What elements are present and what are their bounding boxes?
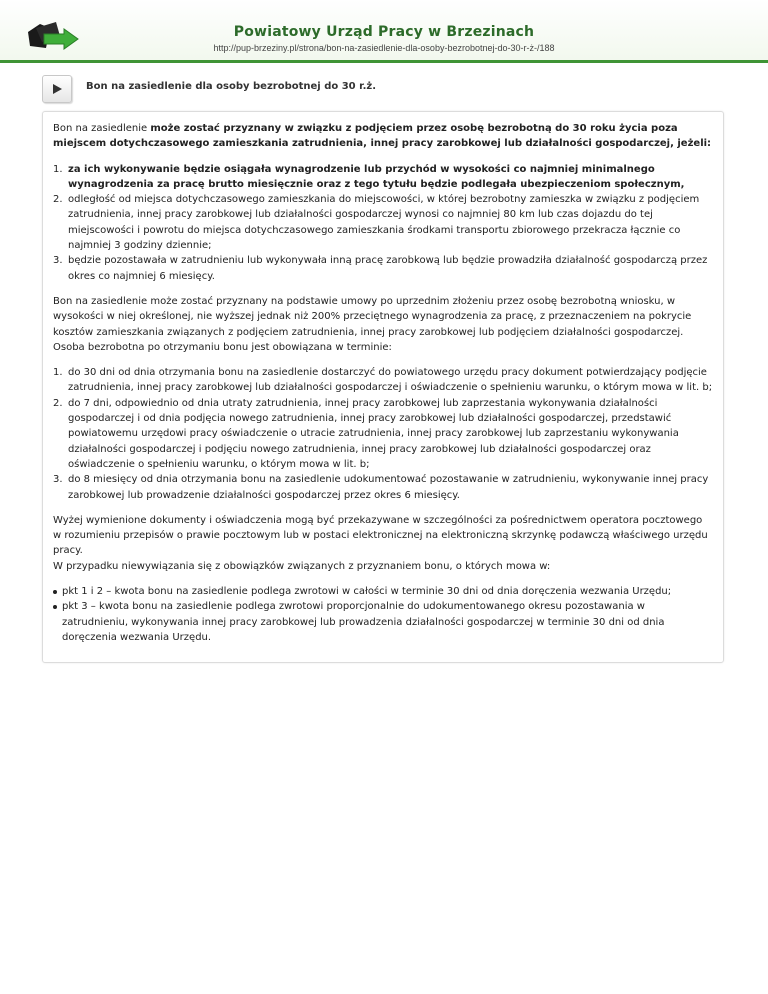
bullet-item [53,584,713,599]
list-item [53,192,713,253]
page-arrow-button[interactable] [42,75,72,103]
amount-paragraph [53,294,713,355]
list-item [53,396,713,472]
list-number: 2. [53,397,63,409]
page-url: http://pup-brzeziny.pl/strona/bon-na-zasiedlenie-dla-osoby-bezrobotnej-do-30-r-ż-/188 [213,43,555,53]
list-number: 1. [53,367,63,379]
bullet-dot-icon [53,605,57,609]
list-item-text: do 8 miesięcy od dnia otrzymania bonu na zasiedlenie udokumentować pozostawanie w zatrudnieniu, wykonywanie innej pracy zarobkowej lub prowadzenie działalności gospodarczej przez okres 6 miesięcy. [68,474,709,501]
article-content [42,111,724,663]
obligations-list [53,365,713,503]
obligation-intro-text: Osoba bezrobotna po otrzymaniu bonu jest obowiązana w terminie: [53,341,392,353]
refund-bullet-list [53,584,713,645]
documents-text: Wyżej wymienione dokumenty i oświadczenia mogą być przekazywane w szczególności za pośrednictwem operatora pocztowego w rozumieniu przepisów o prawie pocztowym lub w postaci elektronicznej na elektroniczną skrzynkę podawczą właściwego urzędu pracy. [53,514,708,557]
site-title[interactable]: Powiatowy Urząd Pracy w Brzezinach [233,24,535,40]
bullet-dot-icon [53,590,57,594]
list-number: 3. [53,255,63,267]
intro-paragraph [53,121,713,152]
bullet-item [53,599,713,645]
list-number: 3. [53,474,63,486]
list-item-text: do 30 dni od dnia otrzymania bonu na zasiedlenie dostarczyć do powiatowego urzędu pracy dokument potwierdzający podjęcie zatrudnienia, innej pracy zarobkowej lub działalności gospodarczej i oświadczenie o spełnieniu warunku, o którym mowa w lit. b; [68,367,713,394]
list-item-text: odległość od miejsca dotychczasowego zamieszkania do miejscowości, w której bezrobotny zamieszka w związku z podjęciem zatrudnienia, innej pracy zarobkowej lub działalności gospodarczej wynosi co najmniej 80 km lub czas dojazdu do tej miejscowości i powrotu do miejsca dotychczasowego zamieszkania środkami transportu zbiorowego przekracza łącznie co najmniej 3 godziny dziennie; [68,194,700,252]
bullet-text: pkt 1 i 2 – kwota bonu na zasiedlenie podlega zwrotowi w całości w terminie 30 dni od dnia doręczenia wezwania Urzędu; [62,586,672,598]
list-number: 1. [53,163,63,175]
list-number: 2. [53,194,63,206]
conditions-list [53,162,713,284]
play-arrow-icon [52,83,63,95]
refund-intro-text: W przypadku niewywiązania się z obowiązków związanych z przyznaniem bonu, o których mowa w: [53,560,551,572]
list-item [53,162,713,193]
list-item [53,472,713,503]
intro-bold-text: może zostać przyznany w związku z podjęciem przez osobę bezrobotną do 30 roku życia poza miejscem dotychczasowego zamieszkania zatrudnienia, innej pracy zarobkowej lub działalności gospodarczej, jeżeli: [53,123,712,150]
site-header [0,0,768,63]
page-heading [42,75,722,103]
documents-paragraph [53,513,713,574]
list-item-text: będzie pozostawała w zatrudnieniu lub wykonywała inną pracę zarobkową lub będzie prowadziła działalność gospodarczą przez okres co najmniej 6 miesięcy. [68,255,708,282]
page-title: Bon na zasiedlenie dla osoby bezrobotnej do 30 r.ż. [86,81,377,92]
bullet-text: pkt 3 – kwota bonu na zasiedlenie podlega zwrotowi proporcjonalnie do udokumentowanego okresu pozostawania w zatrudnieniu, wykonywania innej pracy zarobkowej lub prowadzenia działalności gospodarczej w terminie 30 dni od dnia doręczenia wezwania Urzędu. [62,601,665,643]
list-item [53,253,713,284]
intro-text: Bon na zasiedlenie [53,123,151,134]
list-item [53,365,713,396]
list-item-text: do 7 dni, odpowiednio od dnia utraty zatrudnienia, innej pracy zarobkowej lub zaprzestania wykonywania działalności gospodarczej i od dnia podjęcia nowego zatrudnienia, innej pracy zarobkowej lub działalności gospodarczej, przedstawić powiatowemu urzędowi pracy oświadczenie o utracie zatrudnienia, innej pracy zarobkowej lub zaprzestaniu wykonywania działalności gospodarczej i podjęciu nowego zatrudnienia, innej pracy zarobkowej lub działalności gospodarczej oraz oświadczenie o spełnieniu warunku, o którym mowa w lit. b; [68,397,679,470]
amount-text: Bon na zasiedlenie może zostać przyznany na podstawie umowy po uprzednim złożeniu przez osobę bezrobotną wniosku, w wysokości w niej określonej, nie wyższej jednak niż 200% przeciętnego wynagrodzenia za pracę, z przeznaczeniem na pokrycie kosztów zamieszkania związanych z podjęciem zatrudnienia, innej pracy zarobkowej lub podjęciem działalności gospodarczej. [53,295,692,338]
list-item-text: za ich wykonywanie będzie osiągała wynagrodzenie lub przychód w wysokości co najmniej minimalnego wynagrodzenia za pracę brutto miesięcznie oraz z tego tytułu będzie podlegała ubezpieczeniom społecznym, [68,163,685,190]
